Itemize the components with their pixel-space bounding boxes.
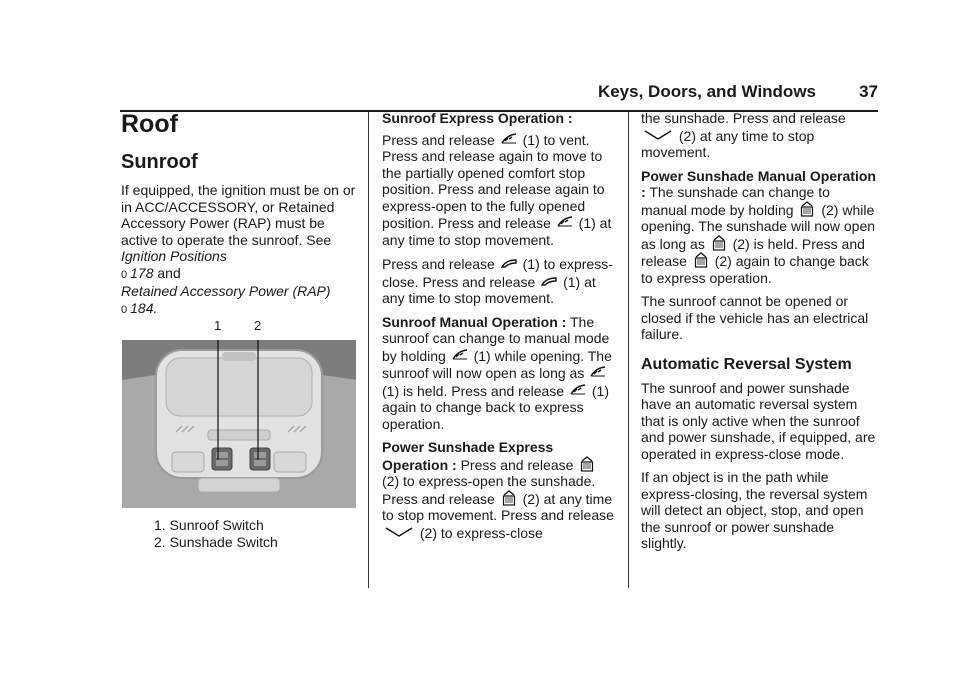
manual-heading: Sunroof Manual Operation : [382,313,567,330]
sunshade-manual-heading: Power Sunshade Manual Operation : [641,167,876,200]
overhead-console-photo [122,340,356,508]
text: (2) to express-open the sunshade. Press and release [382,473,596,507]
sunroof-open-icon [501,131,517,147]
ref-arrow-icon: 0 [121,303,128,316]
text: (2) at any time to stop movement. Press and release [382,490,614,523]
sunshade-open-icon [501,490,517,506]
page-header [120,78,878,112]
ref-ignition-positions[interactable]: Ignition Positions [121,248,227,264]
text: (2) at any time to stop movement. [641,127,815,160]
overhead-console-figure [120,318,356,510]
ref-page-178[interactable]: 178 [130,264,154,281]
sunroof-close-icon [501,255,517,271]
manual-paragraph [382,314,618,433]
ref-page-184[interactable]: 184 [130,299,154,316]
sunshade-open-icon [693,252,709,268]
text: Press and release [460,456,574,473]
column-divider-2 [628,112,629,588]
page-number: 37 [859,82,878,101]
text: The sunroof can change to manual mode by holding [382,313,610,364]
column-3 [641,110,877,559]
text: (2) while opening. The sunshade will now open as long as [641,201,876,252]
legend-item-sunshade-switch: 2. Sunshade Switch [154,534,278,550]
sunshade-open-icon [579,456,595,472]
callout-2: 2 [254,318,262,333]
sunshade-close-icon [643,127,673,143]
reversal-paragraph-1: The sunroof and power sunshade have an automatic reversal system that is only active when the sunroof and power sunshade, if equipped, are operated in express-close mode. [641,379,876,462]
text: (1) at any time to stop movement. [382,273,596,306]
section-title: Keys, Doors, and Windows [597,82,816,101]
sunshade-continued [641,110,877,161]
figure-legend [154,517,278,551]
text: (2) again to change back to express operation. [641,253,869,286]
text: (1) is held. Press and release [382,382,565,399]
ref-arrow-icon: 0 [121,268,128,281]
sunroof-open-icon [590,364,606,380]
sunroof-intro [121,182,357,318]
sunroof-close-icon [541,273,557,289]
text: (1) again to change back to express operation. [382,382,609,432]
text: (1) to express-close. Press and release [382,256,613,290]
column-2 [382,110,618,548]
intro-text: If equipped, the ignition must be on or in ACC/ACCESSORY, or Retained Accessory Power (RAP) must be active to operate the sunroof. See [121,182,356,248]
sunshade-open-icon [711,235,727,251]
column-divider-1 [368,112,369,588]
text: (2) is held. Press and release [641,235,865,269]
console-illustration [122,340,356,508]
electrical-failure-text: The sunroof cannot be opened or closed if the vehicle has an electrical failure. [641,293,869,342]
express-paragraph-1 [382,131,618,249]
text: the sunshade. Press and release [641,110,846,126]
automatic-reversal-heading: Automatic Reversal System [641,355,852,373]
text: (1) while opening. The sunroof will now open as long as [382,347,612,381]
sunshade-express-paragraph [382,439,618,541]
period-text: . [153,299,158,316]
and-text: and [157,264,181,281]
ref-retained-accessory-power[interactable]: Retained Accessory Power (RAP) [121,283,331,299]
sunroof-heading: Sunroof [121,151,198,173]
express-paragraph-2 [382,255,618,307]
express-heading: Sunroof Express Operation : [382,110,573,126]
text: Press and release [382,256,495,272]
legend-item-sunroof-switch: 1. Sunroof Switch [154,517,264,533]
text: (1) at any time to stop movement. [382,215,612,248]
reversal-paragraph-2: If an object is in the path while express-closing, the reversal system will detect an object, stop, and open the sunroof or power sunshade slightly. [641,469,868,551]
text: Press and release [382,131,495,148]
text: (2) to express-close [419,524,543,541]
roof-heading: Roof [121,110,178,138]
callout-1: 1 [214,318,222,333]
sunroof-open-icon [557,214,573,230]
column-1 [121,110,357,325]
sunshade-close-icon [384,524,414,540]
sunroof-open-icon [452,347,468,363]
text: The sunshade can change to manual mode by holding [641,184,830,218]
text: (1) to vent. Press and release again to move to the partially opened comfort stop position. Press and release again to express-open to the fully opened position. Press and release [382,131,605,231]
sunshade-open-icon [799,201,815,217]
sunshade-manual-paragraph [641,168,877,287]
sunroof-open-icon [570,382,586,398]
sunshade-express-heading: Power Sunshade Express Operation : [382,439,554,473]
